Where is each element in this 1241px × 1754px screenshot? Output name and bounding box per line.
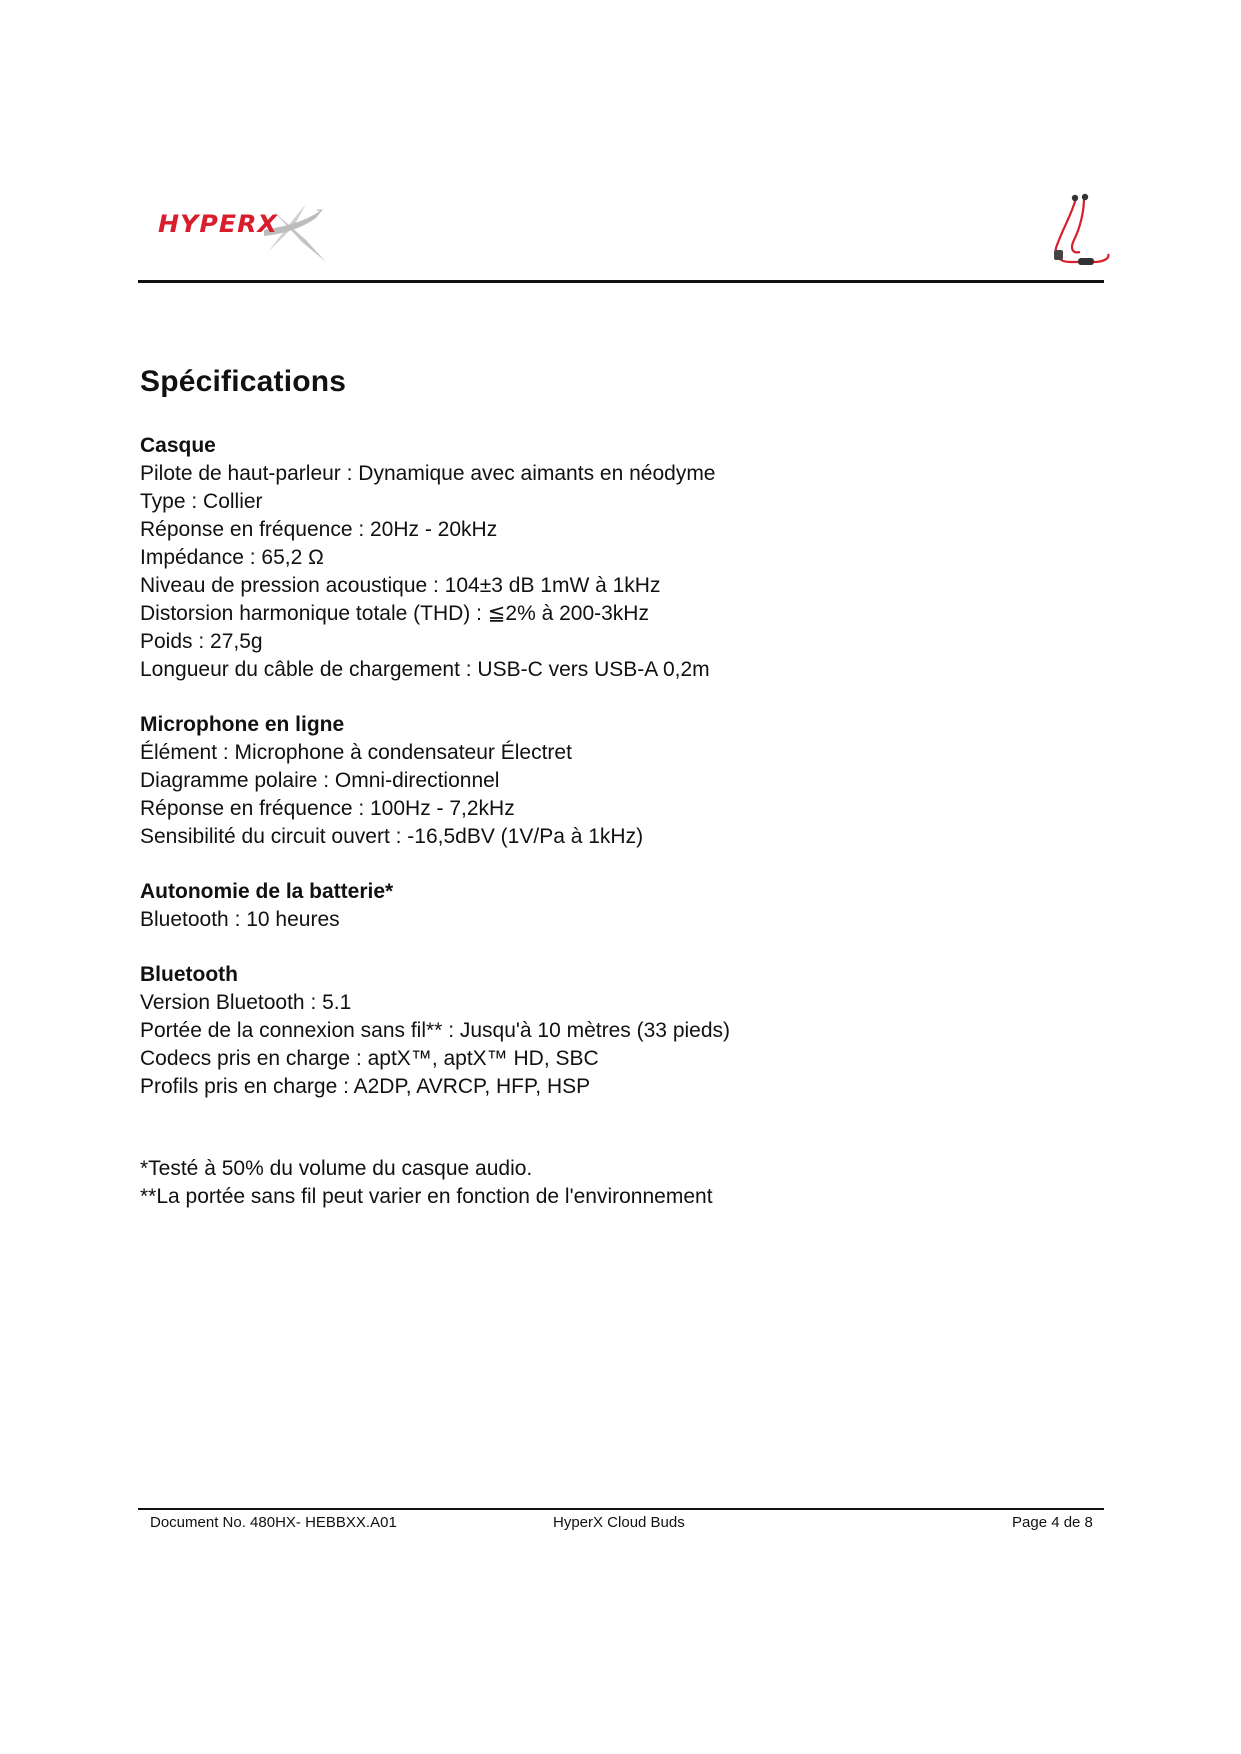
header-divider (138, 280, 1104, 283)
section-bluetooth (140, 961, 1100, 1101)
spec-line: Poids : 27,5g (140, 630, 263, 653)
spec-line: Type : Collier (140, 490, 263, 513)
page-title: Spécifications (140, 365, 347, 398)
footnote: **La portée sans fil peut varier en fonction de l'environnement (140, 1185, 713, 1208)
footer-document-number: Document No. 480HX- HEBBXX.A01 (150, 1514, 397, 1531)
svg-text:™: ™ (316, 209, 322, 216)
spec-line: Codecs pris en charge : aptX™, aptX™ HD, SBC (140, 1047, 599, 1070)
spec-content (140, 362, 1100, 1211)
spec-line: Réponse en fréquence : 100Hz - 7,2kHz (140, 797, 515, 820)
footer-product-name: HyperX Cloud Buds (553, 1514, 685, 1531)
footnotes (140, 1155, 1100, 1211)
footnote: *Testé à 50% du volume du casque audio. (140, 1157, 533, 1180)
spec-line: Élément : Microphone à condensateur Électret (140, 741, 572, 764)
logo-wordmark: HYPERX (158, 210, 279, 238)
spec-line: Version Bluetooth : 5.1 (140, 991, 352, 1014)
spec-line: Longueur du câble de chargement : USB-C vers USB-A 0,2m (140, 658, 710, 681)
spec-line: Impédance : 65,2 Ω (140, 546, 324, 569)
neckband-earbuds-image (1028, 192, 1120, 272)
hyperx-logo (156, 200, 328, 264)
spec-line: Niveau de pression acoustique : 104±3 dB 1mW à 1kHz (140, 574, 661, 597)
section-microphone (140, 711, 1100, 851)
section-battery (140, 878, 1100, 934)
spec-line: Pilote de haut-parleur : Dynamique avec aimants en néodyme (140, 462, 716, 485)
spec-line: Diagramme polaire : Omni-directionnel (140, 769, 500, 792)
section-heading: Microphone en ligne (140, 713, 345, 736)
section-heading: Bluetooth (140, 963, 238, 986)
footer-divider (138, 1508, 1104, 1510)
section-heading: Casque (140, 434, 216, 457)
spec-line: Réponse en fréquence : 20Hz - 20kHz (140, 518, 498, 541)
spec-line: Profils pris en charge : A2DP, AVRCP, HFP, HSP (140, 1075, 591, 1098)
spec-line: Portée de la connexion sans fil** : Jusqu'à 10 mètres (33 pieds) (140, 1019, 731, 1042)
spec-line: Bluetooth : 10 heures (140, 908, 340, 931)
section-casque (140, 432, 1100, 684)
spec-line: Distorsion harmonique totale (THD) : ≦2% à 200-3kHz (140, 602, 649, 625)
footer-page-number: Page 4 de 8 (1012, 1514, 1093, 1531)
section-heading: Autonomie de la batterie* (140, 880, 394, 903)
spec-line: Sensibilité du circuit ouvert : -16,5dBV (1V/Pa à 1kHz) (140, 825, 644, 848)
